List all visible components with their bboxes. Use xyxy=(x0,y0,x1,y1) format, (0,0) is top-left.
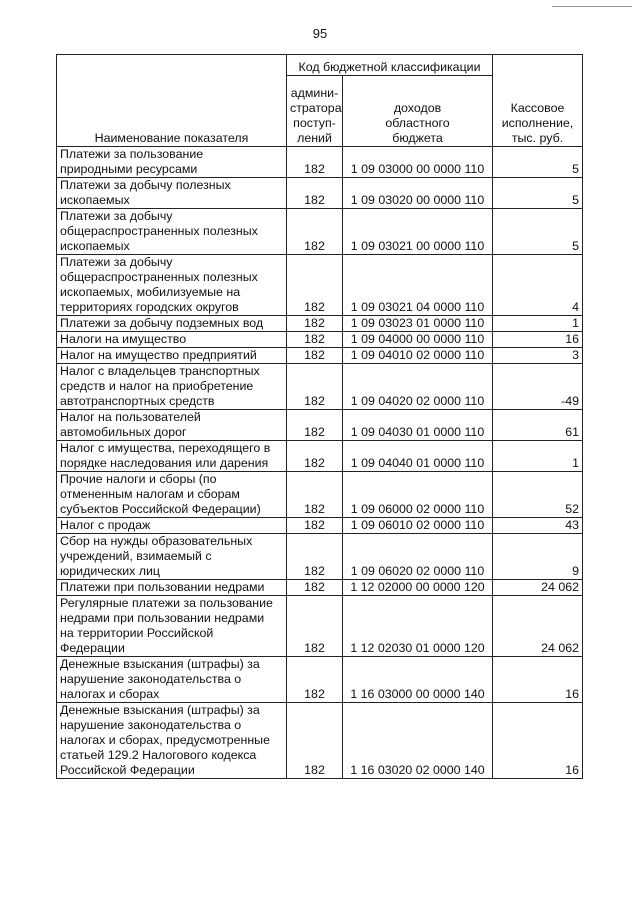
amount: 9 xyxy=(493,534,583,580)
income-code: 1 12 02000 00 0000 120 xyxy=(343,580,493,596)
amount: 1 xyxy=(493,441,583,472)
admin-code: 182 xyxy=(287,657,343,703)
indicator-name: Платежи за пользование природными ресурсами xyxy=(57,147,287,178)
amount: 16 xyxy=(493,332,583,348)
header-admin-code: админи- стратора поступ- лений xyxy=(287,76,343,147)
amount: 5 xyxy=(493,178,583,209)
income-code: 1 09 04000 00 0000 110 xyxy=(343,332,493,348)
amount: 5 xyxy=(493,147,583,178)
table-row xyxy=(57,518,583,534)
amount: 24 062 xyxy=(493,596,583,657)
indicator-name: Платежи за добычу общераспространенных полезных ископаемых, мобилизуемые на территориях городских округов xyxy=(57,255,287,316)
amount: 24 062 xyxy=(493,580,583,596)
table-row xyxy=(57,178,583,209)
indicator-name: Налог с продаж xyxy=(57,518,287,534)
admin-code: 182 xyxy=(287,147,343,178)
income-code: 1 09 04040 01 0000 110 xyxy=(343,441,493,472)
amount: -49 xyxy=(493,364,583,410)
amount: 5 xyxy=(493,209,583,255)
income-code: 1 12 02030 01 0000 120 xyxy=(343,596,493,657)
table-row xyxy=(57,534,583,580)
income-code: 1 09 06000 02 0000 110 xyxy=(343,472,493,518)
header-name: Наименование показателя xyxy=(57,55,287,147)
admin-code: 182 xyxy=(287,596,343,657)
indicator-name: Регулярные платежи за пользование недрами при пользовании недрами на территории Российской Федерации xyxy=(57,596,287,657)
scan-edge-line xyxy=(552,6,632,9)
admin-code: 182 xyxy=(287,518,343,534)
indicator-name: Сбор на нужды образовательных учреждений, взимаемый с юридических лиц xyxy=(57,534,287,580)
indicator-name: Платежи за добычу полезных ископаемых xyxy=(57,178,287,209)
amount: 3 xyxy=(493,348,583,364)
indicator-name: Платежи за добычу подземных вод xyxy=(57,316,287,332)
table-row xyxy=(57,348,583,364)
table-row xyxy=(57,703,583,779)
admin-code: 182 xyxy=(287,364,343,410)
income-code: 1 09 04010 02 0000 110 xyxy=(343,348,493,364)
indicator-name: Налог на имущество предприятий xyxy=(57,348,287,364)
income-code: 1 09 04020 02 0000 110 xyxy=(343,364,493,410)
admin-code: 182 xyxy=(287,410,343,441)
income-code: 1 09 03020 00 0000 110 xyxy=(343,178,493,209)
admin-code: 182 xyxy=(287,332,343,348)
indicator-name: Налог на пользователей автомобильных дорог xyxy=(57,410,287,441)
admin-code: 182 xyxy=(287,255,343,316)
admin-code: 182 xyxy=(287,472,343,518)
income-code: 1 09 04030 01 0000 110 xyxy=(343,410,493,441)
admin-code: 182 xyxy=(287,534,343,580)
admin-code: 182 xyxy=(287,441,343,472)
table-row xyxy=(57,596,583,657)
income-code: 1 16 03020 02 0000 140 xyxy=(343,703,493,779)
indicator-name: Налог с владельцев транспортных средств и налог на приобретение автотранспортных средств xyxy=(57,364,287,410)
admin-code: 182 xyxy=(287,178,343,209)
table-row xyxy=(57,364,583,410)
indicator-name: Денежные взыскания (штрафы) за нарушение законодательства о налогах и сборах, предусмотренные статьей 129.2 Налогового кодекса Российской Федерации xyxy=(57,703,287,779)
amount: 4 xyxy=(493,255,583,316)
admin-code: 182 xyxy=(287,209,343,255)
admin-code: 182 xyxy=(287,703,343,779)
indicator-name: Налоги на имущество xyxy=(57,332,287,348)
indicator-name: Денежные взыскания (штрафы) за нарушение законодательства о налогах и сборах xyxy=(57,657,287,703)
admin-code: 182 xyxy=(287,316,343,332)
indicator-name: Налог с имущества, переходящего в порядке наследования или дарения xyxy=(57,441,287,472)
income-code: 1 09 06010 02 0000 110 xyxy=(343,518,493,534)
table-row xyxy=(57,472,583,518)
amount: 1 xyxy=(493,316,583,332)
indicator-name: Платежи при пользовании недрами xyxy=(57,580,287,596)
budget-table xyxy=(56,54,583,779)
income-code: 1 09 06020 02 0000 110 xyxy=(343,534,493,580)
table-row xyxy=(57,332,583,348)
indicator-name: Платежи за добычу общераспространенных полезных ископаемых xyxy=(57,209,287,255)
amount: 52 xyxy=(493,472,583,518)
header-classification-group: Код бюджетной классификации xyxy=(287,55,493,76)
header-income-code: доходов областного бюджета xyxy=(343,76,493,147)
income-code: 1 09 03023 01 0000 110 xyxy=(343,316,493,332)
table-row xyxy=(57,209,583,255)
income-code: 1 09 03021 00 0000 110 xyxy=(343,209,493,255)
admin-code: 182 xyxy=(287,348,343,364)
page-number: 95 xyxy=(312,26,328,41)
table-row xyxy=(57,580,583,596)
table-row xyxy=(57,410,583,441)
header-amount: Кассовое исполнение, тыс. руб. xyxy=(493,55,583,147)
table-row xyxy=(57,441,583,472)
table-row xyxy=(57,255,583,316)
indicator-name: Прочие налоги и сборы (по отмененным налогам и сборам субъектов Российской Федерации) xyxy=(57,472,287,518)
amount: 61 xyxy=(493,410,583,441)
income-code: 1 16 03000 00 0000 140 xyxy=(343,657,493,703)
income-code: 1 09 03021 04 0000 110 xyxy=(343,255,493,316)
amount: 43 xyxy=(493,518,583,534)
table-row xyxy=(57,147,583,178)
table-row xyxy=(57,657,583,703)
amount: 16 xyxy=(493,703,583,779)
income-code: 1 09 03000 00 0000 110 xyxy=(343,147,493,178)
admin-code: 182 xyxy=(287,580,343,596)
amount: 16 xyxy=(493,657,583,703)
table-row xyxy=(57,316,583,332)
